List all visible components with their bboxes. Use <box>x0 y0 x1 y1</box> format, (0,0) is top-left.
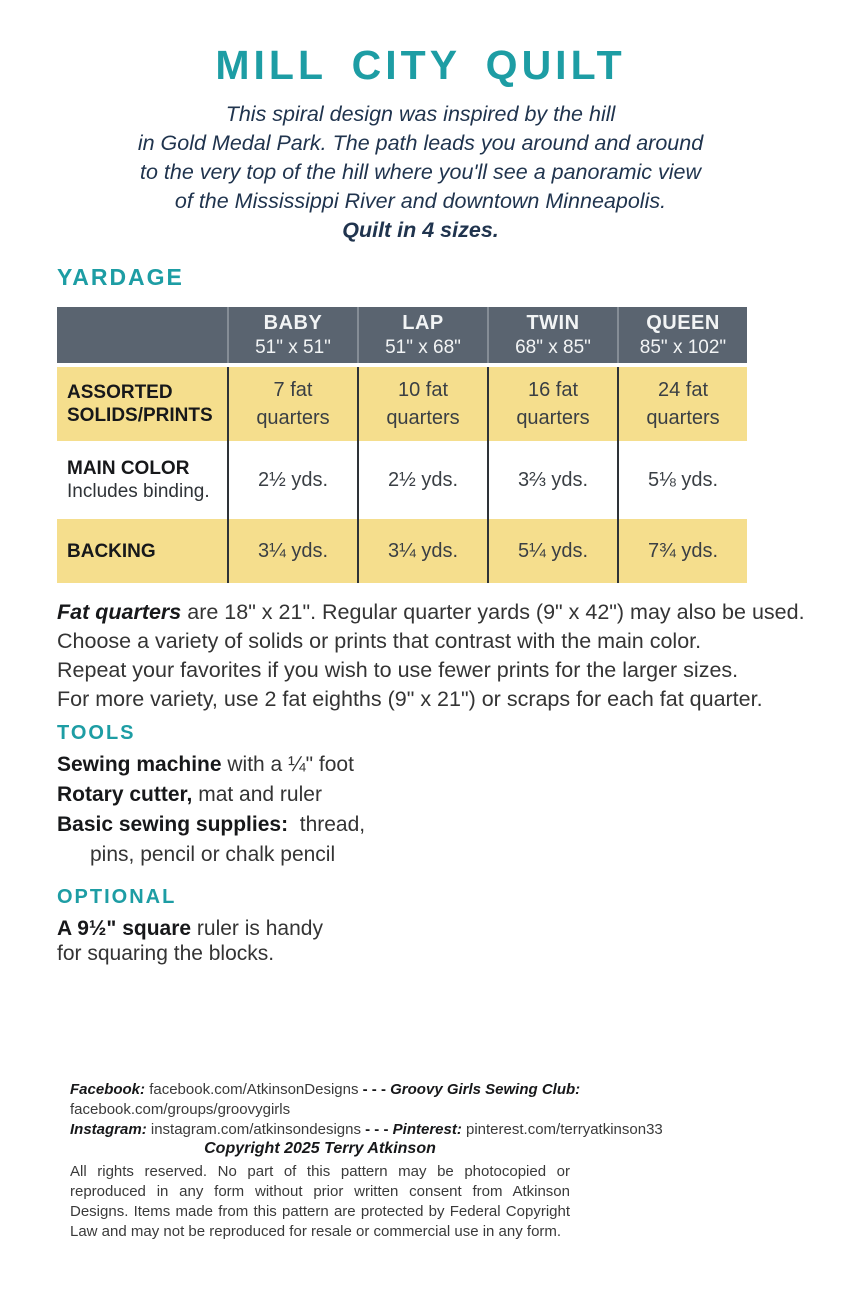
note-line: Fat quarters are 18" x 21". Regular quarter yards (9" x 42") may also be used. <box>57 600 805 624</box>
table-cell: 24 fat quarters <box>617 367 747 441</box>
intro-line: of the Mississippi River and downtown Minneapolis. <box>174 189 667 213</box>
intro-line: This spiral design was inspired by the hill <box>225 102 616 126</box>
row-label: ASSORTED SOLIDS/PRINTS <box>57 367 227 441</box>
yardage-table-header <box>57 307 747 363</box>
table-cell: 3¼ yds. <box>357 519 487 583</box>
intro-emphasis: Quilt in 4 sizes. <box>342 218 499 242</box>
yardage-heading: YARDAGE <box>57 264 184 290</box>
table-cell: 5⅛ yds. <box>617 441 747 519</box>
intro-line: in Gold Medal Park. The path leads you around and around <box>137 131 704 155</box>
yardage-table <box>57 307 747 583</box>
social-line <box>70 1080 790 1120</box>
groovy-girls-label: Groovy Girls Sewing Club: <box>390 1081 581 1098</box>
note-line: For more variety, use 2 fat eighths (9" x 21") or scraps for each fat quarter. <box>57 687 763 711</box>
optional-text <box>57 916 323 966</box>
tools-list <box>57 750 365 870</box>
table-cell: 2½ yds. <box>227 441 357 519</box>
tool-item: Sewing machine with a ¼" foot <box>57 753 354 776</box>
tools-heading: TOOLS <box>57 722 136 744</box>
table-cell: 5¼ yds. <box>487 519 617 583</box>
table-row-assorted <box>57 367 747 441</box>
row-label: BACKING <box>57 519 227 583</box>
table-cell: 3⅔ yds. <box>487 441 617 519</box>
instagram-link[interactable]: instagram.com/atkinsondesigns <box>150 1121 361 1138</box>
intro-text <box>0 100 841 245</box>
social-links <box>70 1080 790 1140</box>
header-corner-cell <box>57 307 227 363</box>
facebook-label: Facebook: <box>70 1081 146 1098</box>
table-cell: 16 fat quarters <box>487 367 617 441</box>
row-label: MAIN COLOR Includes binding. <box>57 441 227 519</box>
instagram-label: Instagram: <box>70 1121 147 1138</box>
table-cell: 3¼ yds. <box>227 519 357 583</box>
optional-line: for squaring the blocks. <box>57 942 275 965</box>
note-line: Repeat your favorites if you wish to use fewer prints for the larger sizes. <box>57 658 739 682</box>
pinterest-link[interactable]: pinterest.com/terryatkinson33 <box>466 1121 663 1138</box>
note-line: Choose a variety of solids or prints that contrast with the main color. <box>57 629 702 653</box>
optional-line: A 9½" square ruler is handy <box>57 917 323 940</box>
separator: - - - <box>362 1081 386 1098</box>
table-cell: 7¾ yds. <box>617 519 747 583</box>
copyright-block <box>70 1140 570 1242</box>
table-row-backing <box>57 519 747 583</box>
column-header-queen: QUEEN 85" x 102" <box>617 307 747 363</box>
intro-line: to the very top of the hill where you'll see a panoramic view <box>139 160 701 184</box>
tool-item-continuation: pins, pencil or chalk pencil <box>90 843 336 866</box>
note-lead: Fat quarters <box>57 600 182 624</box>
facebook-link[interactable]: facebook.com/AtkinsonDesigns <box>149 1081 359 1098</box>
copyright-heading: Copyright 2025 Terry Atkinson <box>204 1140 436 1157</box>
tool-item: Rotary cutter, mat and ruler <box>57 783 322 806</box>
fat-quarter-note <box>57 598 817 714</box>
table-cell: 2½ yds. <box>357 441 487 519</box>
column-header-lap: LAP 51" x 68" <box>357 307 487 363</box>
social-line <box>70 1120 790 1140</box>
column-header-twin: TWIN 68" x 85" <box>487 307 617 363</box>
table-row-main-color <box>57 441 747 519</box>
copyright-body: All rights reserved. No part of this pattern may be photocopied or reproduced in any form without prior written consent from Atkinson Designs. Items made from this pattern are protected by Federal Copyright Law and may not be reproduced for resale or commercial use in any form. <box>70 1163 570 1240</box>
table-cell: 10 fat quarters <box>357 367 487 441</box>
separator: - - - <box>365 1121 389 1138</box>
column-header-baby: BABY 51" x 51" <box>227 307 357 363</box>
page-title: MILL CITY QUILT <box>215 42 626 88</box>
table-cell: 7 fat quarters <box>227 367 357 441</box>
groovy-girls-link[interactable]: facebook.com/groups/groovygirls <box>70 1101 291 1118</box>
optional-heading: OPTIONAL <box>57 886 177 908</box>
pinterest-label: Pinterest: <box>392 1121 462 1138</box>
tool-item: Basic sewing supplies: thread, <box>57 813 366 836</box>
